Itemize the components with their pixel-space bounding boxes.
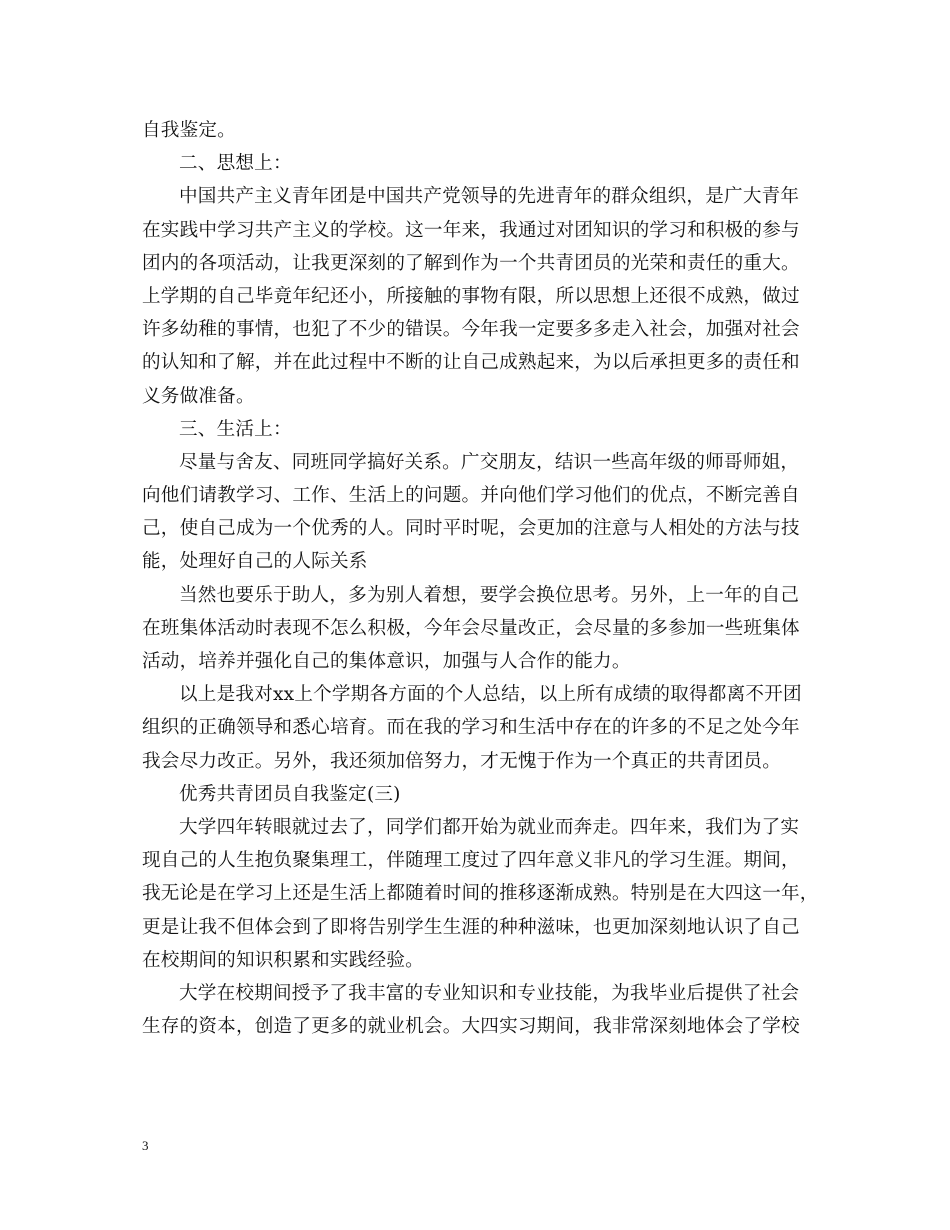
body-line: 上学期的自己毕竟年纪还小，所接触的事物有限，所以思想上还很不成熟，做过 [142, 285, 800, 307]
section-heading: 三、生活上： [179, 418, 292, 440]
section-heading: 二、思想上： [179, 153, 292, 175]
body-line: 更是让我不但体会到了即将告别学生生涯的种种滋味，也更加深刻地认识了自己 [142, 916, 800, 938]
body-line: 大学四年转眼就过去了，同学们都开始为就业而奔走。四年来，我们为了实 [179, 816, 800, 838]
body-line: 以上是我对xx上个学期各方面的个人总结，以上所有成绩的取得都离不开团 [179, 684, 802, 706]
body-line: 现自己的人生抱负聚集理工，伴随理工度过了四年意义非凡的学习生涯。期间， [142, 850, 800, 872]
body-line: 向他们请教学习、工作、生活上的问题。并向他们学习他们的优点，不断完善自 [142, 485, 800, 507]
section-title: 优秀共青团员自我鉴定(三) [179, 783, 401, 805]
body-line: 组织的正确领导和悉心培育。而在我的学习和生活中存在的许多的不足之处今年 [142, 717, 800, 739]
body-line: 自我鉴定。 [142, 120, 236, 141]
body-line: 我无论是在学习上还是生活上都随着时间的推移逐渐成熟。特别是在大四这一年， [142, 883, 819, 905]
body-line: 的认知和了解，并在此过程中不断的让自己成熟起来，为以后承担更多的责任和 [142, 352, 800, 374]
body-line: 我会尽力改正。另外，我还须加倍努力，才无愧于作为一个真正的共青团员。 [142, 750, 781, 772]
body-line: 尽量与舍友、同班同学搞好关系。广交朋友，结识一些高年级的师哥师姐， [179, 451, 800, 473]
body-line: 中国共产主义青年团是中国共产党领导的先进青年的群众组织，是广大青年 [179, 186, 800, 208]
body-line: 能，处理好自己的人际关系 [142, 551, 368, 573]
body-line: 活动，培养并强化自己的集体意识，加强与人合作的能力。 [142, 651, 631, 672]
body-line: 当然也要乐于助人，多为别人着想，要学会换位思考。另外，上一年的自己 [179, 584, 800, 606]
body-line: 许多幼稚的事情，也犯了不少的错误。今年我一定要多多走入社会，加强对社会 [142, 319, 800, 341]
body-line: 在校期间的知识积累和实践经验。 [142, 949, 424, 971]
document-body [142, 114, 819, 1043]
body-line: 义务做准备。 [142, 385, 255, 407]
body-line: 在实践中学习共产主义的学校。这一年来，我通过对团知识的学习和积极的参与 [142, 219, 800, 241]
body-line: 己，使自己成为一个优秀的人。同时平时呢，会更加的注意与人相处的方法与技 [142, 518, 800, 540]
body-line: 在班集体活动时表现不怎么积极，今年会尽量改正，会尽量的多参加一些班集体 [142, 617, 800, 639]
body-line: 大学在校期间授予了我丰富的专业知识和专业技能，为我毕业后提供了社会 [179, 982, 800, 1004]
page-number: 3 [142, 1138, 149, 1153]
body-line: 团内的各项活动，让我更深刻的了解到作为一个共青团员的光荣和责任的重大。 [142, 252, 800, 274]
body-line: 生存的资本，创造了更多的就业机会。大四实习期间，我非常深刻地体会了学校 [142, 1016, 800, 1038]
